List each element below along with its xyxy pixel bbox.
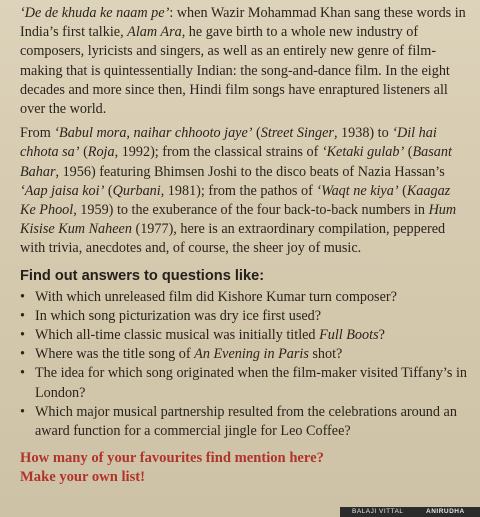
call-to-action xyxy=(20,449,467,487)
question-text: Which all-time classic musical was initially titled Full Boots? xyxy=(35,327,385,344)
blurb xyxy=(20,4,467,487)
bullet-icon: • xyxy=(20,346,25,363)
author-name-1: BALAJI VITTAL xyxy=(352,508,404,515)
cta-line-1: How many of your favourites find mention here? xyxy=(20,450,324,467)
author-name-2: ANIRUDHA xyxy=(426,508,465,515)
question-text: With which unreleased film did Kishore Kumar turn composer? xyxy=(35,288,397,305)
question-item xyxy=(20,307,467,326)
intro-paragraph-2: From ‘Babul mora, naihar chhooto jaye’ (Street Singer, 1938) to ‘Dil hai chhota sa’ (Roja, 1992); from the classical strains of ‘Ketaki gulab’ (Basant Bahar, 1956) featuring Bhimsen Joshi to the disco beats of Nazia Hassan’s ‘Aap jaisa koi’ (Qurbani, 1981); from the pathos of ‘Waqt ne kiya’ (Kaagaz Ke Phool, 1959) to the exuberance of the four back-to-back numbers in Hum Kisise Kum Naheen (1977), here is an extraordinary compilation, peppered with trivia, anecdotes and, of course, the sheer joy of music. xyxy=(20,125,457,257)
bullet-icon: • xyxy=(20,403,25,420)
bullet-icon: • xyxy=(20,327,25,344)
bullet-icon: • xyxy=(20,307,25,324)
question-item xyxy=(20,364,467,402)
authors-strip xyxy=(340,507,480,517)
question-text: In which song picturization was dry ice first used? xyxy=(35,307,322,324)
bullet-icon: • xyxy=(20,288,25,305)
question-item xyxy=(20,288,467,307)
question-text: Which major musical partnership resulted from the celebrations around an award function for a commercial jingle for Leo Coffee? xyxy=(35,403,457,440)
question-item xyxy=(20,326,467,345)
question-text: Where was the title song of An Evening in Paris shot? xyxy=(35,346,343,363)
question-item xyxy=(20,345,467,364)
cta-line-2: Make your own list! xyxy=(20,469,145,486)
bullet-icon: • xyxy=(20,365,25,382)
questions-heading: Find out answers to questions like: xyxy=(20,267,265,284)
question-text: The idea for which song originated when the film-maker visited Tiffany’s in London? xyxy=(35,365,467,401)
question-item xyxy=(20,403,467,441)
questions-list xyxy=(20,288,467,442)
intro-paragraph-1: ‘De de khuda ke naam pe’: when Wazir Mohammad Khan sang these words in India’s first talkie, Alam Ara, he gave birth to a whole new industry of composers, lyricists and singers, as well as an entirely new genre of film-making that is quintessentially Indian: the song-and-dance film. In the eight decades and more since then, Hindi film songs have enraptured listeners all over the world. xyxy=(20,5,466,118)
